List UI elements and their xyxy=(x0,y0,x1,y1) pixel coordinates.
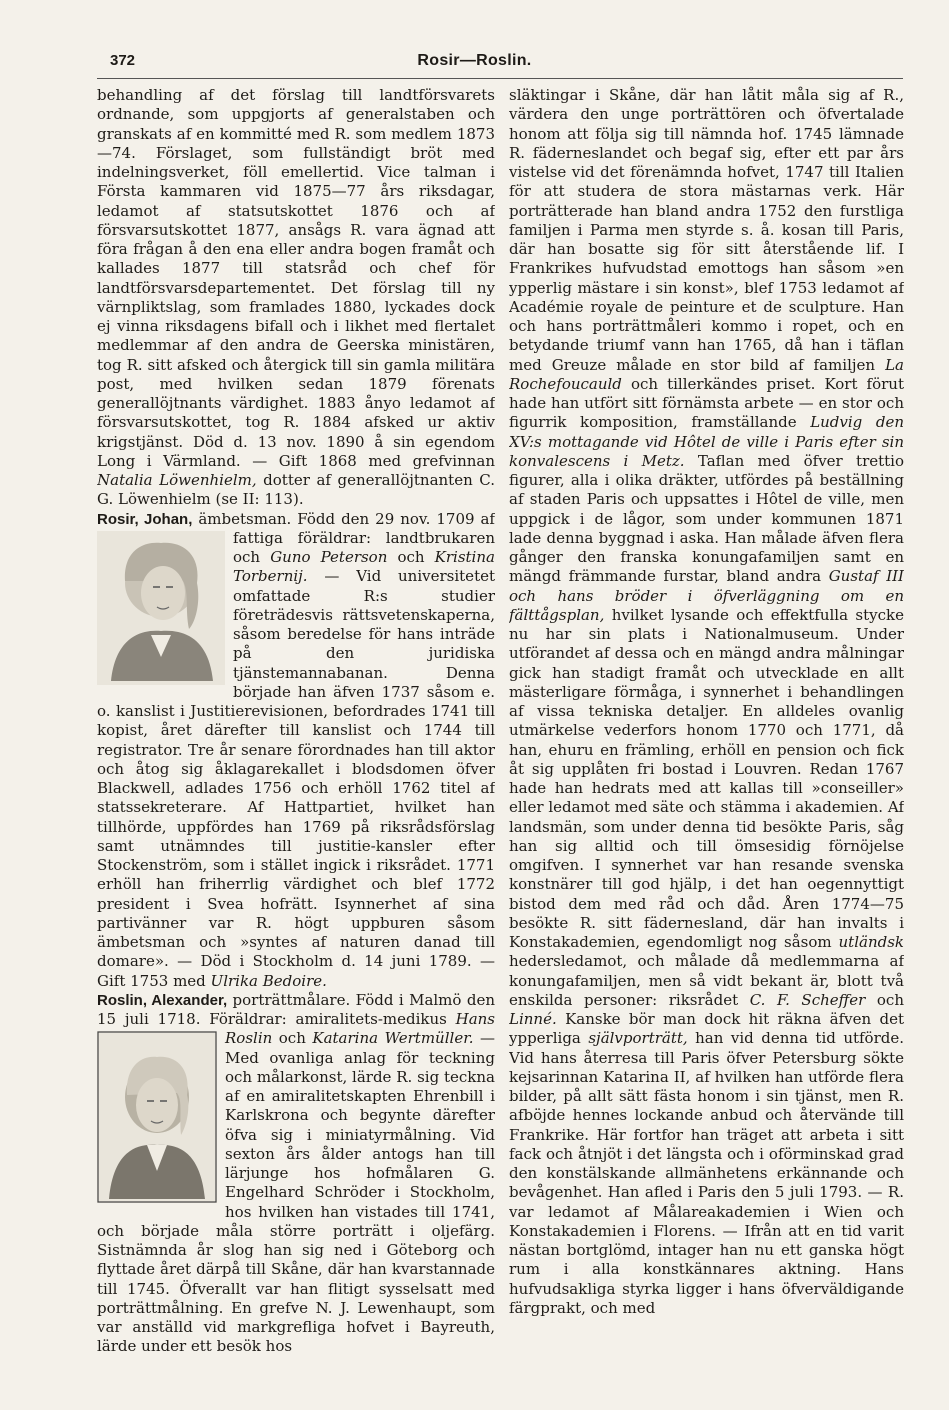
page-header xyxy=(0,52,949,78)
headword-rosir: Rosir, Johan, xyxy=(97,510,193,528)
right-column xyxy=(509,86,904,1386)
portrait-roslin-image xyxy=(97,1031,217,1203)
entry-roslin-alexander: Roslin, Alexander, porträttmålare. Född i Malmö den 15 juli 1718. Föräldrar: amiralitets-medikus Hans Roslin och Katarina Wertmüller. — Med ovanliga anlag för teckning och målarkonst, lärde R. sig teckna af en amiralitetskapten Ehrenbill i Karlskrona och begynte därefter öfva sig i miniatyrmålning. Vid sexton års ålder antogs han till lärjunge hos hofmålaren G. Engelhard Schröder i Stockholm, hos hvilken han vistades till 1741, och började måla större porträtt i oljefärg. Sistnämnda år slog han sig ned i Göteborg och flyttade året därpå till Skåne, där han kvarstannade till 1745. Öfverallt var han flitigt sysselsatt med porträttmålning. En grefve N. J. Lewenhaupt, som var anställd vid markgrefliga hofvet i Bayreuth, lärde under ett besök hos xyxy=(97,990,495,1356)
left-column xyxy=(97,86,495,1386)
running-head: Rosir—Roslin. xyxy=(417,52,532,69)
portrait-rosir-image xyxy=(97,531,225,685)
entry-rosir-johan: Rosir, Johan, ämbetsman. Född den 29 nov. 1709 af fattiga föräldrar: landtbrukaren och Guno Peterson och Kristina Torbernij. — Vid universitetet omfattade R:s studier företrädesvis rättsvetenskaperna, såsom beredelse för hans inträde på den juridiska tjänstemannabanan. Denna började han äfven 1737 såsom e. o. kanslist i Justitierevisionen, befordrades 1741 till kopist, året därefter till kanslist och 1744 till registrator. Tre år senare förordnades han till aktor och åtog sig åklagarekallet i blodsdomen öfver Blackwell, adlades 1756 och erhöll 1762 titel af statssekreterare. Af Hattpartiet, hvilket han tillhörde, uppfördes han 1769 på riksrådsförslag samt utnämndes till justitie-kansler efter Stockenström, som i stället ingick i riksrådet. 1771 erhöll han friherrlig värdighet och blef 1772 president i Svea hofrätt. Isynnerhet af sina partivänner var R. högt uppburen såsom ämbetsman och »syntes af naturen danad till domare». — Död i Stockholm d. 14 juni 1789. — Gift 1753 med Ulrika Bedoire. xyxy=(97,509,495,990)
headword-roslin: Roslin, Alexander, xyxy=(97,991,228,1009)
roslin-entry-continuation: släktingar i Skåne, där han låtit måla sig af R., värdera den unge porträttören och öfvertalade honom att följa sig till nämnda hof. 1745 lämnade R. fäderneslandet och begaf sig, efter ett par års vistelse vid det förenämnda hofvet, 1747 till Italien för att studera de stora mästarnas verk. Här porträtterade han bland andra 1752 den furstliga familjen i Parma men styrde s. å. kosan till Paris, där han bosatte sig för sitt återstående lif. I Frankrikes hufvudstad emottogs han såsom »en ypperlig mästare i sin konst», blef 1753 ledamot af Académie royale de peinture et de sculpture. Han och hans porträttmåleri kommo i ropet, och en betydande triumf vann han 1765, då han i täflan med Greuze målade en stor bild af familjen La Rochefoucauld och tillerkändes priset. Kort förut hade han utfört sitt förnämsta arbete — en stor och figurrik komposition, framställande Ludvig den XV:s mottagande vid Hôtel de ville i Paris efter sin konvalescens i Metz. Taflan med öfver trettio figurer, alla i olika dräkter, utfördes på beställning af staden Paris och uppsattes i Hôtel de ville, men uppgick i de lågor, som under kommunen 1871 lade denna byggnad i aska. Han målade äfven flera gånger den franska konungafamiljen samt en mängd främmande furstar, bland andra Gustaf III och hans bröder i öfverläggning om en fälttågsplan, hvilket lysande och effektfulla stycke nu har sin plats i Nationalmuseum. Under utförandet af dessa och en mängd andra målningar gick han stadigt framåt och utvecklade en allt mästerligare förmåga, i synnerhet i behandlingen af vissa tekniska detaljer. En alldeles ovanlig utmärkelse vederfors honom 1770 och 1771, då han, ehuru en främling, erhöll en pension och fick åt sig upplåten fri bostad i Louvren. Redan 1767 hade han hedrats med att kallas till »conseiller» eller ledamot med säte och stämma i akademien. Af landsmän, som under denna tid besökte Paris, såg han sig alltid och till ömsesidig förnöjelse omgifven. I synnerhet var han resande svenska konstnärer till god hjälp, i det han oegennyttigt bistod dem med råd och dåd. Åren 1774—75 besökte R. sitt fädernesland, där han invalts i Konstakademien, egendomligt nog såsom utländsk hedersledamot, och målade då medlemmarna af konungafamiljen, men så vidt bekant är, blott två enskilda personer: riksrådet C. F. Scheffer och Linné. Kanske bör man dock hit räkna äfven det ypperliga självporträtt, han vid denna tid utförde. Vid hans återresa till Paris öfver Petersburg sökte kejsarinnan Katarina II, af hvilken han utförde flera bilder, på allt sätt fästa honom i sin tjänst, men R. afböjde hennes lockande anbud och återvände till Frankrike. Här fortfor han träget att arbeta i sitt fack och åtnjöt i det längsta och i oförminskad grad den konstälskande allmänhetens erkännande och bevågenhet. Han afled i Paris den 5 juli 1793. — R. var ledamot af Målareakademien i Wien och Konstakademien i Florens. — Ifrån att en tid varit nästan bortglömd, intager han nu ett ganska högt rum i alla konstkännares aktning. Hans hufvudsakliga styrka ligger i hans öfverväldigande färgprakt, och med xyxy=(509,86,904,1317)
page-number: 372 xyxy=(110,52,136,69)
previous-entry-continuation: behandling af det förslag till landtförsvarets ordnande, som uppgjorts af generalstaben och granskats af en kommitté med R. som medlem 1873—74. Förslaget, som fullständigt bröt med indelningsverket, föll emellertid. Vice talman i Första kammaren vid 1875—77 års riksdagar, ledamot af statsutskottet 1876 och af försvarsutskottet 1877, ansågs R. vara ägnad att föra frågan å den ena eller andra bogen framåt och kallades 1877 till statsråd och chef för landtförsvarsdepartementet. Det förslag till ny värnpliktslag, som framlades 1880, lyckades dock ej vinna riksdagens bifall och i likhet med flertalet medlemmar af den andra de Geerska ministären, tog R. sitt afsked och återgick till sin gamla militära post, med hvilken sedan 1879 förenats generallöjtnants värdighet. 1883 ånyo ledamot af försvarsutskottet, tog R. 1884 afsked ur aktiv krigstjänst. Död d. 13 nov. 1890 å sin egendom Long i Värmland. — Gift 1868 med grefvinnan Natalia Löwenhielm, dotter af generallöjtnanten C. G. Löwenhielm (se II: 113). xyxy=(97,86,495,509)
header-rule xyxy=(97,78,903,79)
